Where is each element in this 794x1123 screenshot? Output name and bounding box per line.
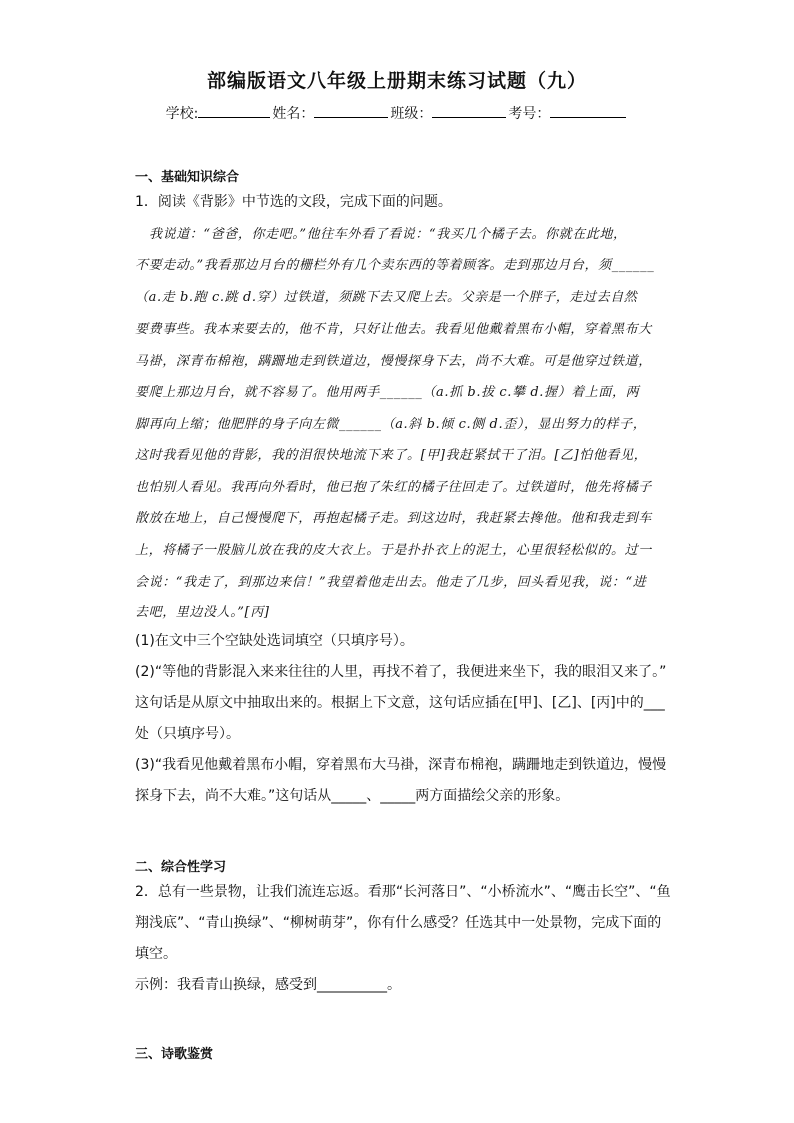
question-2-line: 翔浅底”、“青山换绿”、“柳树萌芽”，你有什么感受？任选其中一处景物，完成下面的 [135, 915, 662, 931]
number-label: 考号： [508, 106, 551, 122]
passage-line: 散放在地上，自己慢慢爬下，再抱起橘子走。到这边时，我赶紧去搀他。他和我走到车 [135, 511, 652, 526]
question-2-example: 示例：我看青山换绿，感受到__________。 [135, 977, 401, 993]
question-2-line: 填空。 [135, 946, 177, 962]
subquestion-3-line: (3)“我看见他戴着黑布小帽，穿着黑布大马褂，深青布棉袍，蹒跚地走到铁道边，慢慢 [135, 757, 667, 773]
passage-line: 上，将橘子一股脑儿放在我的皮大衣上。于是扑扑衣上的泥土，心里很轻松似的。过一 [135, 543, 652, 558]
passage-line: 去吧，里边没人。”[丙] [135, 605, 270, 620]
school-blank[interactable] [198, 102, 270, 118]
passage-line: 会说：“我走了，到那边来信！”我望着他走出去。他走了几步，回头看见我，说：“进 [135, 575, 647, 590]
passage-line: 要爬上那边月台，就不容易了。他用两手______（a.抓 b.拔 c.攀 d.握）着上面，两 [135, 385, 640, 400]
school-label: 学校: [165, 106, 199, 122]
name-blank[interactable] [314, 102, 388, 118]
name-label: 姓名： [272, 106, 315, 122]
subquestion-2-line: (2)“等他的背影混入来来往往的人里，再找不着了，我便进来坐下，我的眼泪又来了。” [135, 664, 667, 680]
page-title: 部编版语文八年级上册期末练习试题（九） [206, 70, 587, 92]
passage-line: 这时我看见他的背影，我的泪很快地流下来了。[甲]我赶紧拭干了泪。[乙]怕他看见， [135, 448, 648, 463]
class-label: 班级： [390, 106, 433, 122]
student-info-row [0, 102, 794, 123]
section-heading-2: 二、综合性学习 [135, 860, 227, 875]
passage-line: 我说道：“爸爸，你走吧。”他往车外看了看说：“我买几个橘子去。你就在此地， [149, 227, 627, 242]
passage-line: 不要走动。”我看那边月台的栅栏外有几个卖东西的等着顾客。走到那边月台，须______ [135, 258, 655, 273]
number-blank[interactable] [550, 102, 626, 118]
question-1-stem: 1．阅读《背影》中节选的文段，完成下面的问题。 [135, 194, 452, 210]
question-2-line: 2．总有一些景物，让我们流连忘返。看那“长河落日”、“小桥流水”、“鹰击长空”、“鱼 [135, 884, 671, 900]
passage-line: 也怕别人看见。我再向外看时，他已抱了朱红的橘子往回走了。过铁道时，他先将橘子 [135, 480, 652, 495]
class-blank[interactable] [432, 102, 506, 118]
subquestion-1: (1)在文中三个空缺处选词填空（只填序号）。 [135, 633, 414, 649]
passage-line: 要费事些。我本来要去的，他不肯，只好让他去。我看见他戴着黑布小帽，穿着黑布大 [135, 322, 652, 337]
passage-line: 马褂，深青布棉袍，蹒跚地走到铁道边，慢慢探身下去，尚不大难。可是他穿过铁道， [135, 354, 652, 369]
section-heading-1: 一、基础知识综合 [135, 170, 240, 185]
subquestion-2-line: 这句话是从原文中抽取出来的。根据上下文意，这句话应插在[甲]、[乙]、[丙]中的___ [135, 695, 665, 711]
section-heading-3: 三、诗歌鉴赏 [135, 1047, 214, 1062]
subquestion-3-line: 探身下去，尚不大难。”这句话从_____、_____两方面描绘父亲的形象。 [135, 788, 570, 804]
passage-line: （a.走 b.跑 c.跳 d.穿）过铁道，须跳下去又爬上去。父亲是一个胖子，走过去自然 [135, 290, 638, 305]
subquestion-2-line: 处（只填序号）。 [135, 726, 240, 742]
passage-line: 脚再向上缩；他肥胖的身子向左微______（a.斜 b.倾 c.侧 d.歪），显出努力的样子， [135, 417, 647, 432]
